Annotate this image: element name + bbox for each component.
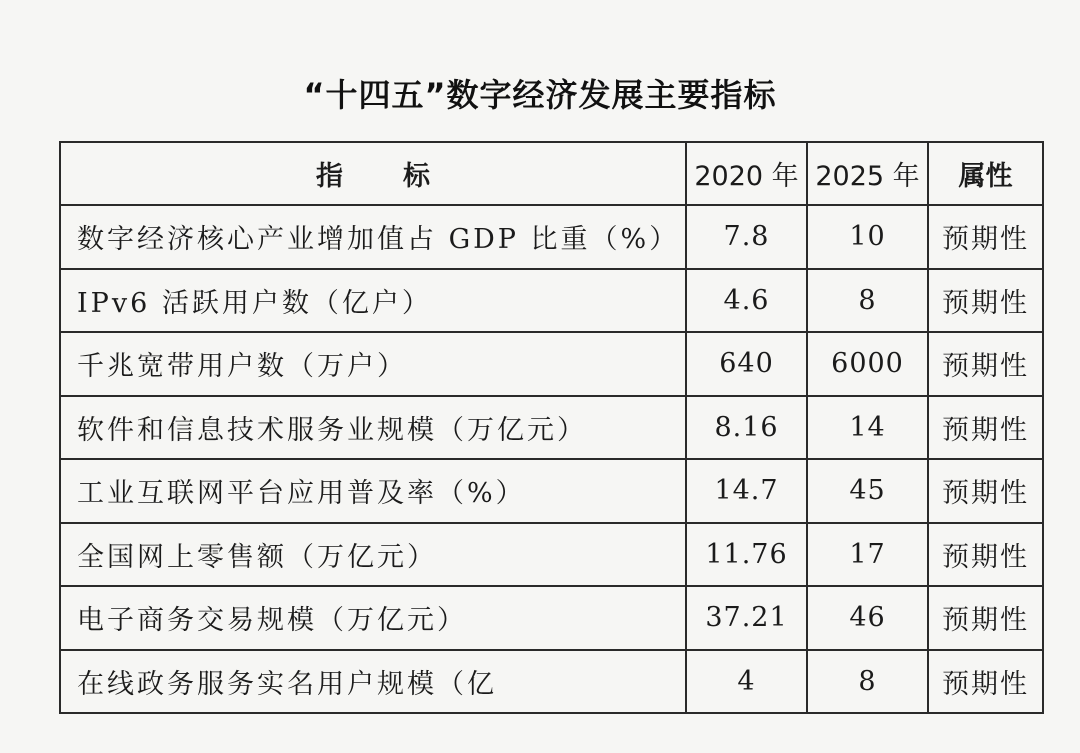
page-title: “十四五”数字经济发展主要指标	[303, 76, 777, 114]
indicator-name: 软件和信息技术服务业规模（万亿元）	[60, 396, 686, 460]
value-2020: 11.76	[686, 523, 807, 587]
value-2025: 8	[807, 269, 928, 333]
value-2020: 7.8	[686, 205, 807, 269]
indicator-name: 全国网上零售额（万亿元）	[60, 523, 686, 587]
table-row	[60, 459, 1043, 523]
value-2025: 17	[807, 523, 928, 587]
attribute-value: 预期性	[928, 332, 1043, 396]
attribute-value: 预期性	[928, 459, 1043, 523]
value-2025: 10	[807, 205, 928, 269]
header-row	[60, 142, 1043, 205]
value-2020: 8.16	[686, 396, 807, 460]
indicator-name: 数字经济核心产业增加值占 GDP 比重（%）	[60, 205, 686, 269]
table-row	[60, 332, 1043, 396]
table-row	[60, 396, 1043, 460]
value-2025: 45	[807, 459, 928, 523]
table-body	[60, 205, 1043, 713]
attribute-value: 预期性	[928, 650, 1043, 714]
indicator-name: IPv6 活跃用户数（亿户）	[60, 269, 686, 333]
table-header	[60, 142, 1043, 205]
indicator-name: 在线政务服务实名用户规模（亿	[60, 650, 686, 714]
table-row	[60, 205, 1043, 269]
table-row	[60, 523, 1043, 587]
value-2025: 46	[807, 586, 928, 650]
value-2025: 8	[807, 650, 928, 714]
indicator-name: 电子商务交易规模（万亿元）	[60, 586, 686, 650]
table-row	[60, 650, 1043, 714]
indicator-name: 千兆宽带用户数（万户）	[60, 332, 686, 396]
table-row	[60, 269, 1043, 333]
attribute-value: 预期性	[928, 586, 1043, 650]
header-2020: 2020 年	[686, 142, 807, 205]
indicator-name: 工业互联网平台应用普及率（%）	[60, 459, 686, 523]
attribute-value: 预期性	[928, 269, 1043, 333]
attribute-value: 预期性	[928, 396, 1043, 460]
attribute-value: 预期性	[928, 205, 1043, 269]
header-indicator: 指标	[60, 142, 686, 205]
value-2025: 14	[807, 396, 928, 460]
indicators-table	[59, 141, 1044, 714]
attribute-value: 预期性	[928, 523, 1043, 587]
header-2025: 2025 年	[807, 142, 928, 205]
value-2020: 4	[686, 650, 807, 714]
value-2020: 14.7	[686, 459, 807, 523]
header-attribute: 属性	[928, 142, 1043, 205]
value-2020: 37.21	[686, 586, 807, 650]
table-row	[60, 586, 1043, 650]
value-2025: 6000	[807, 332, 928, 396]
value-2020: 4.6	[686, 269, 807, 333]
value-2020: 640	[686, 332, 807, 396]
